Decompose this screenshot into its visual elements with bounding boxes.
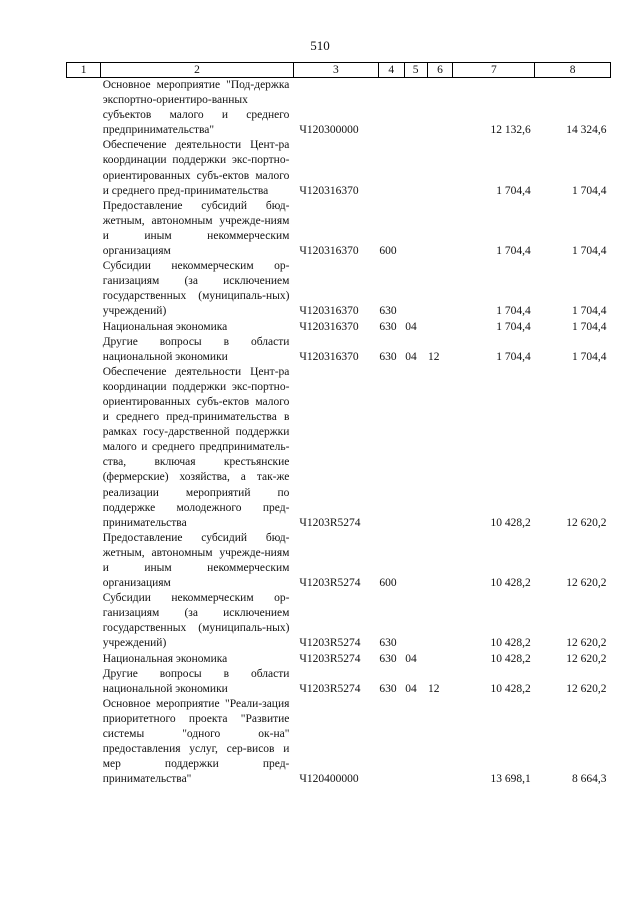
expense-type-cell: 600: [379, 577, 397, 590]
amount-year1-cell: 10 428,2: [490, 577, 531, 590]
row-number-cell: [67, 697, 101, 788]
subsection-cell: [427, 591, 453, 651]
expense-type-cell: 630: [379, 320, 397, 333]
amount-year1-cell: 1 704,4: [496, 320, 531, 333]
budget-table: [66, 62, 611, 787]
row-number-cell: [67, 259, 101, 319]
section-cell: [404, 591, 427, 651]
amount-year2-cell: 12 620,2: [566, 652, 607, 665]
amount-year1-cell: 1 704,4: [496, 245, 531, 258]
target-code-cell: Ч1203R5274: [299, 637, 361, 650]
amount-year1-cell: 1 704,4: [496, 350, 531, 363]
table-row: [67, 199, 611, 259]
section-cell: 04: [405, 320, 417, 333]
item-name-cell: Предоставление субсидий бюд-жетным, автономным учрежде-ниям и иным некоммерческим организациям: [102, 531, 290, 590]
page-number: 510: [310, 38, 330, 53]
row-number-cell: [67, 591, 101, 651]
header-cell: 6: [427, 63, 453, 78]
amount-year2-cell: 12 620,2: [566, 682, 607, 695]
subsection-cell: [427, 652, 453, 667]
item-name-cell: Субсидии некоммерческим ор-ганизациям (за исключением государственных (муниципаль-ных) учреждений): [102, 260, 290, 318]
subsection-cell: [427, 78, 453, 139]
target-code-cell: Ч1203R5274: [299, 652, 361, 665]
target-code-cell: Ч1203R5274: [299, 682, 361, 695]
target-code-cell: Ч120316370: [299, 320, 359, 333]
amount-year2-cell: 12 620,2: [566, 577, 607, 590]
subsection-cell: [427, 199, 453, 259]
amount-year2-cell: 14 324,6: [566, 124, 607, 137]
header-cell: 1: [67, 63, 101, 78]
amount-year2-cell: 1 704,4: [572, 184, 607, 197]
amount-year1-cell: 10 428,2: [490, 652, 531, 665]
table-row: [67, 259, 611, 319]
target-code-cell: Ч120316370: [299, 350, 359, 363]
amount-year1-cell: 1 704,4: [496, 305, 531, 318]
amount-year2-cell: 1 704,4: [572, 245, 607, 258]
table-row: [67, 138, 611, 198]
section-cell: 04: [405, 350, 417, 363]
row-number-cell: [67, 652, 101, 667]
section-cell: [404, 531, 427, 591]
amount-year2-cell: 1 704,4: [572, 350, 607, 363]
section-cell: [404, 199, 427, 259]
row-number-cell: [67, 667, 101, 697]
amount-year1-cell: 10 428,2: [490, 637, 531, 650]
subsection-cell: [427, 365, 453, 531]
row-number-cell: [67, 531, 101, 591]
subsection-cell: 12: [428, 350, 440, 363]
expense-type-cell: 600: [379, 245, 397, 258]
item-name-cell: Обеспечение деятельности Цент-ра координации поддержки экс-портно-ориентированных субъ-ектов малого и среднего пред-принимательства: [102, 139, 290, 197]
target-code-cell: Ч120300000: [299, 124, 359, 137]
amount-year1-cell: 13 698,1: [490, 773, 531, 786]
target-code-cell: Ч120316370: [299, 184, 359, 197]
item-name-cell: Обеспечение деятельности Цент-ра координации поддержки экс-портно-ориентированных субъ-ектов малого и среднего пред-принимательства в рамках госу-дарственной поддержки малого и среднего предприниматель-ства, включая крестьянские (фермерские) хозяйства, а так-же реализации мероприятий по поддержке молодежного пред-принимательства: [102, 365, 290, 529]
target-code-cell: Ч120316370: [299, 305, 359, 318]
section-cell: 04: [405, 652, 417, 665]
amount-year1-cell: 1 704,4: [496, 184, 531, 197]
item-name-cell: Основное мероприятие "Под-держка экспортно-ориентиро-ванных субъектов малого и среднего предпринимательства": [102, 79, 290, 137]
table-row: [67, 652, 611, 667]
table-row: [67, 531, 611, 591]
section-cell: 04: [405, 682, 417, 695]
header-cell: 8: [535, 63, 611, 78]
subsection-cell: [427, 138, 453, 198]
expense-type-cell: 630: [379, 682, 397, 695]
row-number-cell: [67, 320, 101, 335]
amount-year2-cell: 8 664,3: [572, 773, 607, 786]
row-number-cell: [67, 365, 101, 531]
target-code-cell: Ч1203R5274: [299, 516, 361, 529]
item-name-cell: Национальная экономика: [102, 320, 228, 333]
header-cell: 3: [293, 63, 378, 78]
subsection-cell: [427, 697, 453, 788]
amount-year2-cell: 12 620,2: [566, 637, 607, 650]
item-name-cell: Субсидии некоммерческим ор-ганизациям (за исключением государственных (муниципаль-ных) учреждений): [102, 592, 290, 650]
table-row: [67, 78, 611, 139]
expense-type-cell: [378, 365, 404, 531]
table-header-row: [67, 63, 611, 78]
row-number-cell: [67, 78, 101, 139]
row-number-cell: [67, 138, 101, 198]
table-row: [67, 667, 611, 697]
section-cell: [404, 138, 427, 198]
header-cell: 7: [453, 63, 535, 78]
amount-year1-cell: 10 428,2: [490, 516, 531, 529]
item-name-cell: Основное мероприятие "Реали-зация приоритетного проекта "Развитие системы "одного ок-на" предоставления услуг, сер-висов и мер поддержки пред-принимательства": [102, 697, 290, 786]
target-code-cell: Ч120316370: [299, 245, 359, 258]
section-cell: [404, 78, 427, 139]
table-row: [67, 697, 611, 788]
item-name-cell: Другие вопросы в области национальной экономики: [102, 335, 290, 363]
expense-type-cell: 630: [379, 350, 397, 363]
expense-type-cell: [378, 697, 404, 788]
table-row: [67, 365, 611, 531]
target-code-cell: Ч120400000: [299, 773, 359, 786]
row-number-cell: [67, 335, 101, 365]
expense-type-cell: 630: [379, 652, 397, 665]
amount-year2-cell: 12 620,2: [566, 516, 607, 529]
subsection-cell: [427, 320, 453, 335]
amount-year1-cell: 10 428,2: [490, 682, 531, 695]
row-number-cell: [67, 199, 101, 259]
amount-year2-cell: 1 704,4: [572, 305, 607, 318]
subsection-cell: 12: [428, 682, 440, 695]
subsection-cell: [427, 259, 453, 319]
header-cell: 2: [101, 63, 294, 78]
amount-year2-cell: 1 704,4: [572, 320, 607, 333]
item-name-cell: Предоставление субсидий бюд-жетным, автономным учрежде-ниям и иным некоммерческим организациям: [102, 199, 290, 258]
subsection-cell: [427, 531, 453, 591]
table-row: [67, 335, 611, 365]
table-row: [67, 320, 611, 335]
section-cell: [404, 365, 427, 531]
header-cell: 4: [378, 63, 404, 78]
section-cell: [404, 259, 427, 319]
expense-type-cell: [378, 138, 404, 198]
header-cell: 5: [404, 63, 427, 78]
target-code-cell: Ч1203R5274: [299, 577, 361, 590]
expense-type-cell: 630: [379, 637, 397, 650]
expense-type-cell: [378, 78, 404, 139]
amount-year1-cell: 12 132,6: [490, 124, 531, 137]
item-name-cell: Национальная экономика: [102, 652, 228, 665]
expense-type-cell: 630: [379, 305, 397, 318]
section-cell: [404, 697, 427, 788]
item-name-cell: Другие вопросы в области национальной экономики: [102, 667, 290, 695]
table-row: [67, 591, 611, 651]
